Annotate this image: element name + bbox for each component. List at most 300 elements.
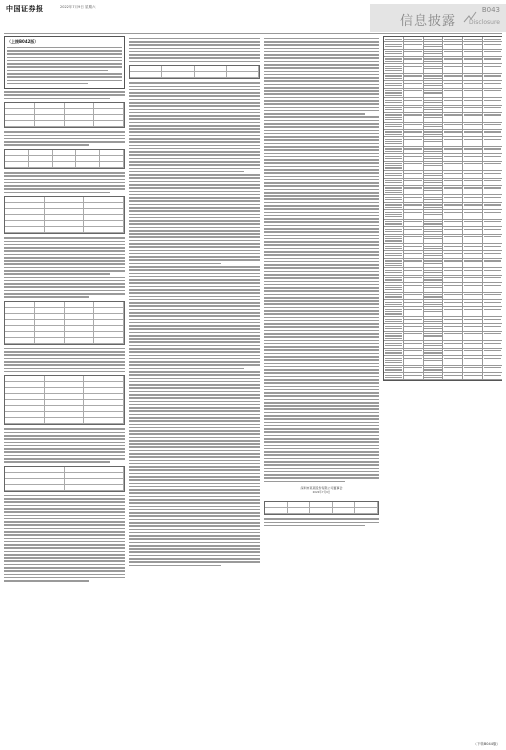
table-cell [100, 162, 124, 167]
text-line [464, 163, 482, 164]
table-cell [195, 66, 227, 71]
text-line [424, 238, 442, 239]
text-line [7, 83, 88, 85]
table-cell [424, 186, 444, 195]
text-line [464, 277, 482, 278]
text-line [4, 580, 89, 582]
text-line [404, 229, 422, 230]
continued-header: （上接B042版） [7, 39, 39, 44]
text-line [404, 333, 422, 334]
table-cell [463, 171, 483, 177]
text-line [424, 352, 442, 353]
table-row [5, 338, 124, 344]
table-cell [84, 406, 124, 411]
text-line [264, 80, 379, 82]
text-line [404, 58, 422, 59]
text-line [129, 41, 260, 43]
table-cell [443, 57, 463, 63]
table-cell [443, 89, 463, 98]
table-cell [5, 203, 45, 208]
text-line [264, 198, 379, 200]
table-cell [424, 89, 444, 98]
text-line [264, 116, 379, 118]
text-line [129, 204, 260, 206]
text-line [464, 236, 482, 237]
text-line [129, 125, 260, 127]
text-line [385, 107, 403, 108]
table-cell [65, 308, 95, 313]
text-line [4, 515, 125, 517]
text-line [129, 230, 260, 232]
text-line [385, 216, 403, 217]
text-line [424, 279, 442, 280]
text-line [129, 404, 260, 406]
table [4, 149, 125, 169]
table-cell [94, 103, 124, 108]
text-line [129, 302, 260, 304]
text-line [129, 148, 260, 150]
text-line [264, 107, 379, 109]
text-line [264, 61, 379, 63]
text-line [404, 131, 422, 132]
table-cell [463, 162, 483, 171]
text-line [385, 204, 403, 205]
text-line [385, 338, 403, 339]
text-line [424, 114, 442, 115]
table-cell [424, 42, 444, 48]
table-cell [404, 349, 424, 355]
table-cell [384, 98, 404, 104]
text-line [264, 185, 379, 187]
text-line [444, 107, 462, 108]
text-line [129, 358, 260, 360]
text-line [129, 325, 260, 327]
text-line [464, 107, 482, 108]
table-cell [483, 42, 502, 48]
text-line [464, 44, 482, 45]
table-cell [35, 308, 65, 313]
continued-footer: （下转B044版） [473, 742, 500, 746]
column-4 [383, 36, 502, 736]
text-line [264, 143, 379, 145]
table-cell [424, 366, 444, 372]
table-cell [65, 121, 95, 126]
table-cell [483, 179, 502, 185]
table-cell [424, 341, 444, 347]
text-line [404, 358, 422, 359]
text-line [464, 270, 482, 271]
text-line [129, 473, 260, 475]
text-line [129, 499, 260, 501]
text-line [129, 384, 260, 386]
text-line [264, 518, 379, 520]
text-line [264, 395, 379, 397]
text-line [385, 285, 403, 286]
table-cell [384, 162, 404, 171]
table-cell [424, 130, 444, 136]
table-cell [45, 400, 85, 405]
text-line [424, 326, 442, 327]
text-line [264, 412, 379, 414]
text-line [385, 190, 403, 191]
text-line [4, 192, 110, 194]
text-line [484, 197, 502, 198]
text-line [385, 326, 403, 327]
table-cell [443, 268, 463, 274]
text-line [129, 164, 260, 166]
table-cell [45, 406, 85, 411]
table [4, 196, 125, 234]
table-row [384, 341, 502, 348]
text-line [4, 508, 125, 510]
text-line [129, 427, 260, 429]
text-line [4, 293, 125, 295]
table-cell [443, 154, 463, 160]
text-line [264, 287, 379, 289]
text-line [404, 319, 422, 320]
text-line [484, 367, 502, 368]
table-cell [424, 356, 444, 365]
text-line [129, 256, 260, 258]
text-line [129, 522, 260, 524]
text-line [424, 236, 442, 237]
table-cell [404, 220, 424, 226]
text-line [264, 320, 379, 322]
table-cell [483, 324, 502, 330]
text-line [385, 175, 403, 176]
text-line [4, 368, 125, 370]
text-line [264, 130, 379, 132]
text-line [424, 204, 442, 205]
text-line [129, 131, 260, 133]
table-cell [35, 103, 65, 108]
text-line [424, 296, 442, 297]
text-line [129, 135, 260, 137]
text-line [385, 199, 403, 200]
text-line [4, 361, 125, 363]
table-cell [443, 349, 463, 355]
signature-date: 2022年7月9日 [312, 491, 331, 495]
text-line [404, 294, 422, 295]
table-cell [94, 109, 124, 114]
table-cell [463, 203, 483, 209]
table-cell [384, 154, 404, 160]
text-line [444, 39, 462, 40]
issue-date: 2022年7月9日 星期六 [60, 5, 96, 9]
text-line [484, 350, 502, 351]
text-line [404, 90, 422, 91]
text-line [385, 367, 403, 368]
table-cell [5, 400, 45, 405]
table-cell [5, 308, 35, 313]
text-line [484, 253, 502, 254]
table-cell [404, 332, 424, 341]
text-line [484, 100, 502, 101]
table [4, 301, 125, 345]
text-line [129, 401, 260, 403]
text-line [129, 561, 260, 563]
text-line [385, 114, 403, 115]
table-cell [65, 479, 125, 484]
text-line [264, 57, 379, 59]
text-line [7, 63, 122, 65]
text-line [4, 250, 125, 252]
text-line [484, 148, 502, 149]
text-line [484, 107, 502, 108]
table-cell [463, 366, 483, 372]
table-cell [5, 227, 45, 232]
text-line [4, 98, 110, 100]
text-line [129, 138, 260, 140]
text-line [424, 199, 442, 200]
table-cell [483, 349, 502, 355]
text-line [385, 221, 403, 222]
text-line [129, 509, 260, 511]
table-cell [483, 268, 502, 274]
table-cell [483, 332, 502, 341]
text-line [129, 263, 221, 265]
signature-company: 深圳市某某股份有限公司董事会 [300, 486, 343, 491]
text-line [464, 100, 482, 101]
text-line [4, 273, 110, 275]
text-line [464, 66, 482, 67]
table-cell [65, 314, 95, 319]
table-row [384, 317, 502, 324]
text-line [4, 518, 125, 520]
text-line [464, 343, 482, 344]
text-line [264, 97, 379, 99]
text-line [264, 212, 379, 214]
text-line [385, 187, 403, 188]
text-line [4, 277, 125, 279]
text-line [264, 408, 379, 410]
text-line [385, 83, 403, 84]
text-line [464, 197, 482, 198]
text-line [4, 435, 125, 437]
text-line [264, 356, 379, 358]
text-line [385, 53, 403, 54]
table-cell [404, 89, 424, 98]
text-line [444, 260, 462, 261]
text-line [264, 464, 379, 466]
text-line [264, 290, 379, 292]
text-line [424, 102, 442, 103]
text-line [404, 180, 422, 181]
text-line [4, 254, 125, 256]
table-cell [424, 162, 444, 171]
text-line [264, 369, 379, 371]
table-cell [463, 37, 483, 41]
table-cell [404, 268, 424, 274]
table-cell [5, 382, 45, 387]
text-line [4, 296, 89, 298]
column-3 [264, 36, 379, 736]
text-line [129, 220, 260, 222]
table-cell [288, 502, 311, 507]
table-cell [483, 317, 502, 323]
text-line [385, 182, 403, 183]
text-line [484, 39, 502, 40]
table-cell [443, 244, 463, 250]
text-line [444, 66, 462, 67]
table-cell [424, 235, 444, 244]
text-line [129, 492, 260, 494]
table-cell [29, 162, 53, 167]
text-line [424, 333, 442, 334]
text-line [264, 126, 379, 128]
text-line [484, 294, 502, 295]
text-line [424, 68, 442, 69]
table-row [384, 220, 502, 227]
table-row [384, 106, 502, 113]
table-cell [84, 215, 124, 220]
text-line [385, 272, 403, 273]
table-cell [463, 293, 483, 299]
text-line [4, 557, 125, 559]
table-cell [443, 235, 463, 244]
text-line [264, 481, 345, 483]
table-cell [5, 121, 35, 126]
text-line [464, 253, 482, 254]
text-line [424, 360, 442, 361]
table-cell [424, 147, 444, 153]
table-cell [45, 376, 85, 381]
table-row [384, 244, 502, 251]
text-line [264, 153, 379, 155]
table-cell [65, 115, 95, 120]
text-line [444, 343, 462, 344]
text-line [385, 302, 403, 303]
table-cell [424, 332, 444, 341]
table-cell [483, 251, 502, 257]
text-line [264, 392, 379, 394]
table-cell [424, 227, 444, 233]
text-line [424, 175, 442, 176]
text-line [444, 285, 462, 286]
text-line [464, 204, 482, 205]
table-cell [76, 162, 100, 167]
text-line [385, 229, 403, 230]
text-line [385, 352, 403, 353]
text-line [264, 353, 379, 355]
text-line [424, 182, 442, 183]
text-line [424, 311, 442, 312]
table-cell [483, 300, 502, 306]
text-line [264, 189, 379, 191]
text-line [424, 255, 442, 256]
text-line [385, 296, 403, 297]
table-row [384, 300, 502, 307]
text-line [404, 236, 422, 237]
table-cell [5, 320, 35, 325]
table [129, 65, 260, 79]
table-cell [384, 203, 404, 209]
table-cell [463, 332, 483, 341]
table-cell [483, 89, 502, 98]
text-line [444, 148, 462, 149]
table-cell [443, 42, 463, 48]
text-line [129, 446, 260, 448]
text-line [4, 351, 125, 353]
table-cell [45, 221, 85, 226]
table-cell [84, 412, 124, 417]
text-line [385, 151, 403, 152]
table-cell [384, 283, 404, 292]
text-line [129, 430, 260, 432]
text-line [424, 319, 442, 320]
text-line [264, 254, 379, 256]
text-line [484, 75, 502, 76]
table-cell [404, 259, 424, 268]
text-line [484, 246, 502, 247]
text-line [4, 91, 125, 93]
table-cell [404, 37, 424, 41]
text-line [4, 348, 125, 350]
text-line [129, 483, 260, 485]
text-line [129, 414, 260, 416]
text-line [4, 175, 125, 177]
table-cell [483, 220, 502, 226]
table-cell [35, 314, 65, 319]
text-line [4, 448, 125, 450]
text-line [484, 358, 502, 359]
text-line [264, 349, 379, 351]
text-line [264, 359, 379, 361]
text-line [129, 397, 260, 399]
text-line [264, 87, 379, 89]
text-line [129, 466, 260, 468]
text-line [4, 528, 125, 530]
table-cell [65, 332, 95, 337]
text-line [385, 277, 403, 278]
table-cell [443, 81, 463, 87]
text-line [129, 99, 260, 101]
text-line [4, 544, 125, 546]
text-line [264, 172, 379, 174]
text-line [464, 375, 482, 376]
text-line [444, 58, 462, 59]
text-line [484, 44, 502, 45]
table-cell [45, 382, 85, 387]
table-row [384, 366, 502, 373]
text-line [385, 134, 403, 135]
text-line [7, 57, 122, 59]
table-cell [404, 373, 424, 379]
text-line [129, 391, 260, 393]
text-line [385, 345, 403, 346]
text-line [385, 255, 403, 256]
text-line [464, 114, 482, 115]
table-cell [5, 388, 45, 393]
text-line [264, 336, 379, 338]
text-line [424, 66, 442, 67]
text-line [385, 375, 403, 376]
text-line [4, 524, 125, 526]
text-line [385, 124, 403, 125]
text-line [424, 350, 442, 351]
text-line [129, 115, 260, 117]
table-cell [424, 81, 444, 87]
text-line [264, 431, 379, 433]
text-line [424, 92, 442, 93]
text-line [129, 214, 260, 216]
table-cell [443, 324, 463, 330]
table-cell [443, 366, 463, 372]
table-cell [483, 147, 502, 153]
text-line [264, 241, 379, 243]
table-cell [463, 57, 483, 63]
table-cell [100, 150, 124, 155]
